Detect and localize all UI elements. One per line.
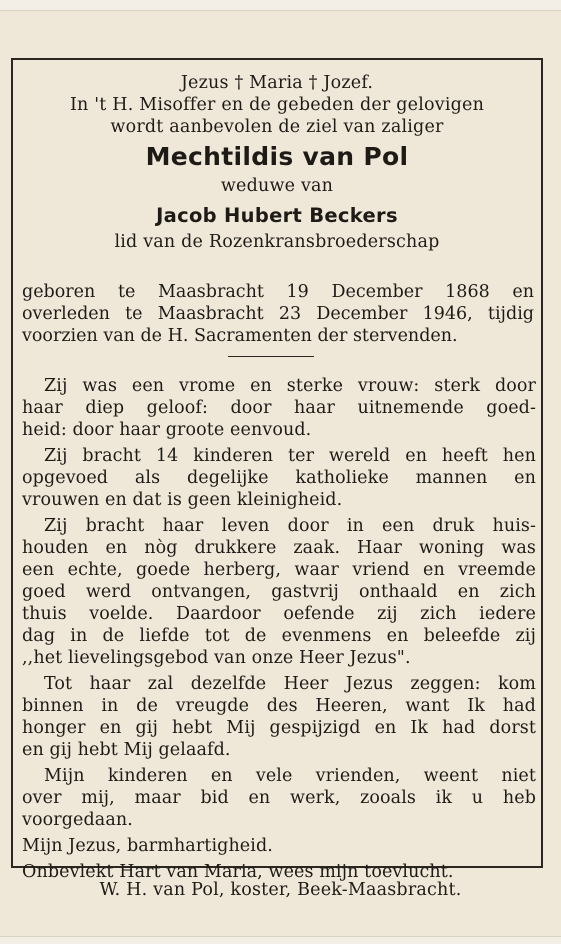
deceased-name: Mechtildis van Pol [145,142,409,171]
paragraph [22,445,536,511]
text-line: Zij bracht haar leven door in een druk huis- [44,516,536,536]
text-line: ,,het lievelingsgebod van onze Heer Jezus". [22,648,411,668]
text-line: houden en nòg drukkere zaak. Haar woning was [22,538,536,558]
card-border-frame [11,58,543,882]
invocation-line: Jezus † Maria † Jozef. [180,73,374,93]
text-line: en gij hebt Mij gelaafd. [22,740,231,760]
text-line: haar diep geloof: door haar uitnemende goed- [22,398,536,418]
card-header [13,72,541,253]
text-line: Mijn kinderen en vele vrienden, weent niet [44,766,536,786]
text-line: dag in de liefde tot de evenmens en beleefde zij [22,626,536,646]
text-line: Onbevlekt Hart van Maria, wees mijn toevlucht. [22,862,454,882]
divider-rule [228,356,314,357]
text-line: goed werd ontvangen, gastvrij onthaald en zich [22,582,536,602]
membership-line: lid van de Rozenkransbroederschap [114,232,440,252]
prayer-card [0,10,561,937]
paragraph [22,515,536,669]
text-line: Tot haar zal dezelfde Heer Jezus zeggen: kom [44,674,536,694]
text-line: geboren te Maasbracht 19 December 1868 en [22,282,534,302]
text-line: honger en gij hebt Mij gespijzigd en Ik had dorst [22,718,536,738]
text-line: overleden te Maasbracht 23 December 1946, tijdig [22,304,534,324]
text-line: voorgedaan. [22,810,133,830]
text-line: binnen in de vreugde des Heeren, want Ik had [22,696,536,716]
widow-of-line: weduwe van [220,176,334,196]
intro-line-2: wordt aanbevolen de ziel van zaliger [110,117,444,137]
text-line: voorzien van de H. Sacramenten der stervenden. [22,326,458,346]
paragraph [22,375,536,441]
paragraph [22,765,536,831]
text-line: Mijn Jezus, barmhartigheid. [22,836,273,856]
text-line: thuis voelde. Daardoor oefende zij zich iedere [22,604,536,624]
paragraph [22,673,536,761]
spouse-name: Jacob Hubert Beckers [156,204,398,227]
birth-death-text [22,281,534,347]
intro-line-1: In 't H. Misoffer en de gebeden der gelovigen [69,95,485,115]
text-line: vrouwen en dat is geen kleinigheid. [22,490,343,510]
text-line: heid: door haar groote eenvoud. [22,420,312,440]
memorial-text [22,375,536,887]
prayer-line [22,835,536,857]
printer-imprint: W. H. van Pol, koster, Beek-Maasbracht. [99,880,462,900]
text-line: opgevoed als degelijke katholieke mannen en [22,468,536,488]
text-line: over mij, maar bid en werk, zooals ik u heb [22,788,536,808]
text-line: een echte, goede herberg, waar vriend en vreemde [22,560,536,580]
text-line: Zij bracht 14 kinderen ter wereld en heeft hen [44,446,536,466]
text-line: Zij was een vrome en sterke vrouw: sterk door [44,376,536,396]
